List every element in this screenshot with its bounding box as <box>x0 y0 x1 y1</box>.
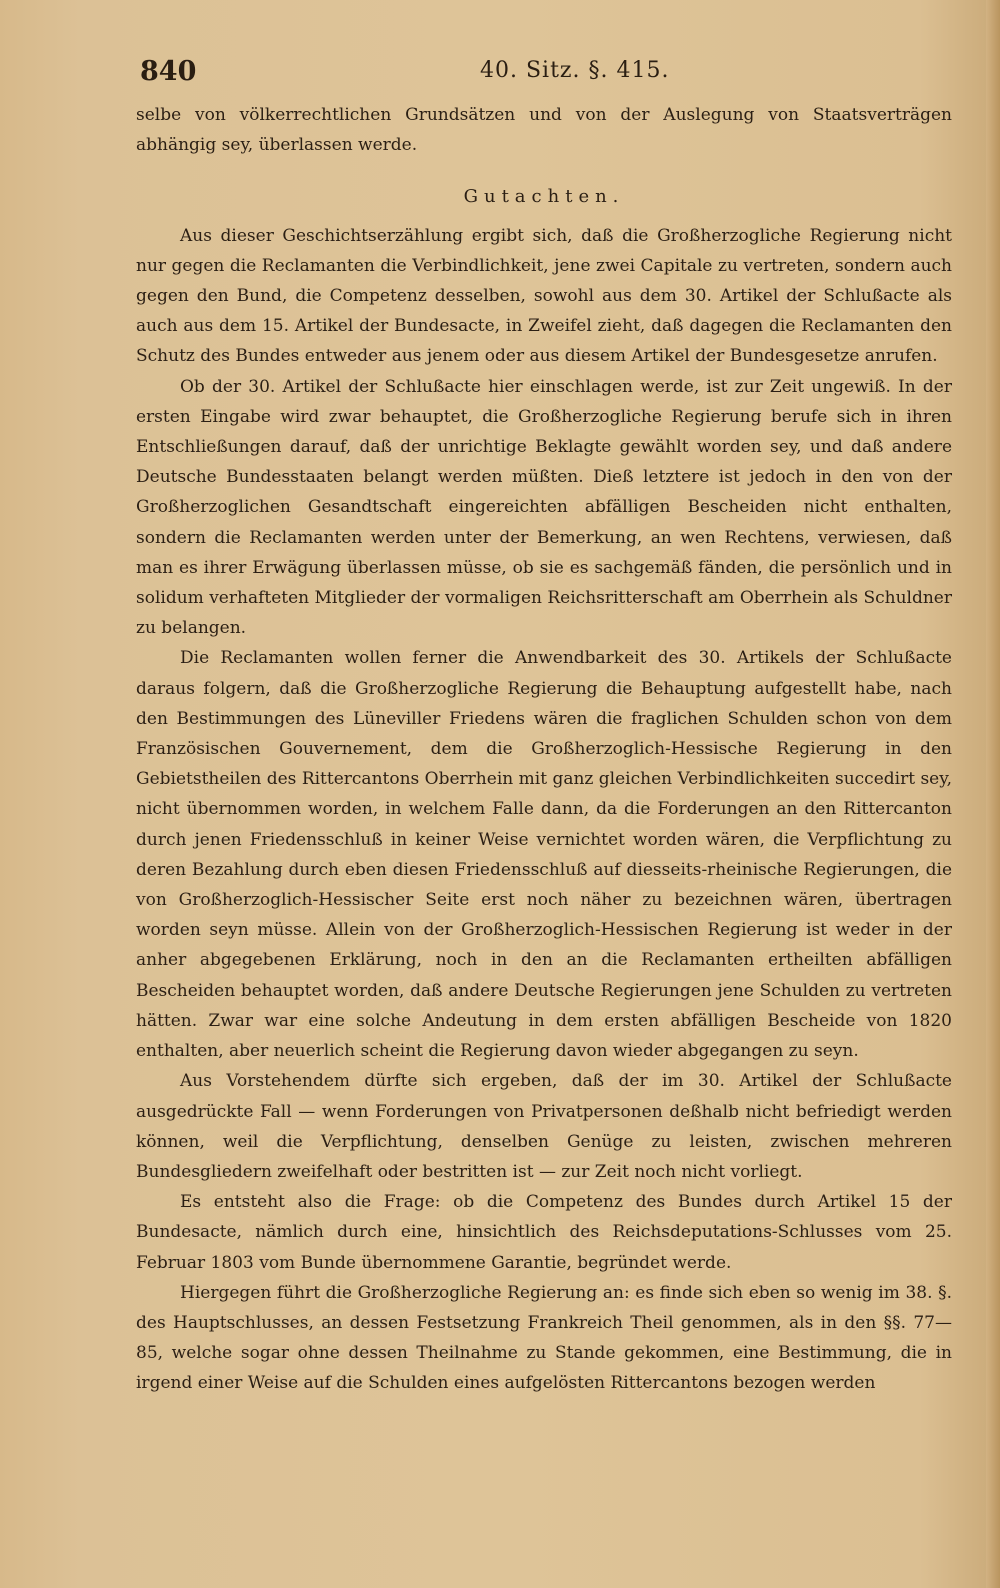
paragraph-5: Es entsteht also die Frage: ob die Competenz des Bundes durch Artikel 15 der Bundesacte, nämlich durch eine, hinsichtlich des Reichsdeputations-Schlusses vom 25. Februar 1803 vom Bunde übernommene Garantie, begründet werde. <box>136 1192 952 1273</box>
paragraph-3: Die Reclamanten wollen ferner die Anwendbarkeit des 30. Artikels der Schlußacte daraus folgern, daß die Großherzogliche Regierung die Behauptung aufgestellt habe, nach den Bestimmungen des Lüneviller Friedens wären die fraglichen Schulden schon von dem Französischen Gouvernement, dem die Großherzoglich-Hessische Regierung in den Gebietstheilen des Rittercantons Oberrhein mit ganz gleichen Verbindlichkeiten succedirt sey, nicht übernommen worden, in welchem Falle dann, da die Forderungen an den Rittercanton durch jenen Friedensschluß in keiner Weise vernichtet worden wären, die Verpflichtung zu deren Bezahlung durch eben diesen Friedensschluß auf diesseits-rheinische Regierungen, die von Großherzoglich-Hessischer Seite erst noch näher zu bezeichnen wären, übertragen worden seyn müsse. Allein von der Großherzoglich-Hessischen Regierung ist weder in der anher abgegebenen Erklärung, noch in den an die Reclamanten ertheilten abfälligen Bescheiden behauptet worden, daß andere Deutsche Regierungen jene Schulden zu vertreten hätten. Zwar war eine solche Andeutung in dem ersten abfälligen Bescheide von 1820 enthalten, aber neuerlich scheint die Regierung davon wieder abgegangen zu seyn. <box>136 648 952 1062</box>
continuation-paragraph: selbe von völkerrechtlichen Grundsätzen und von der Auslegung von Staatsverträgen abhängig sey, überlassen werde. <box>136 105 952 156</box>
page-number: 840 <box>140 56 197 87</box>
paragraph-4: Aus Vorstehendem dürfte sich ergeben, daß der im 30. Artikel der Schlußacte ausgedrückte Fall — wenn Forderungen von Privatpersonen deßhalb nicht befriedigt werden können, weil die Verpflichtung, denselben Genüge zu leisten, zwischen mehreren Bundesgliedern zweifelhaft oder bestritten ist — zur Zeit noch nicht vorliegt. <box>136 1071 952 1182</box>
section-heading: Gutachten. <box>463 186 625 208</box>
page-header <box>140 56 960 96</box>
body-text <box>136 100 952 1399</box>
paragraph-2: Ob der 30. Artikel der Schlußacte hier einschlagen werde, ist zur Zeit ungewiß. In der ersten Eingabe wird zwar behauptet, die Großherzogliche Regierung berufe sich in ihren Entschließungen darauf, daß der unrichtige Beklagte gewählt worden sey, und daß andere Deutsche Bundesstaaten belangt werden müßten. Dieß letztere ist jedoch in den von der Großherzoglichen Gesandtschaft eingereichten abfälligen Bescheiden nicht enthalten, sondern die Reclamanten werden unter der Bemerkung, an wen Rechtens, verwiesen, daß man es ihrer Erwägung überlassen müsse, ob sie es sachgemäß fänden, die persönlich und in solidum verhafteten Mitglieder der vormaligen Reichsritterschaft am Oberrhein als Schuldner zu belangen. <box>136 376 952 639</box>
running-head: 40. Sitz. §. 415. <box>480 58 670 83</box>
paragraph-1: Aus dieser Geschichtserzählung ergibt sich, daß die Großherzogliche Regierung nicht nur gegen die Reclamanten die Verbindlichkeit, jene zwei Capitale zu vertreten, sondern auch gegen den Bund, die Competenz desselben, sowohl aus dem 30. Artikel der Schlußacte als auch aus dem 15. Artikel der Bundesacte, in Zweifel zieht, daß dagegen die Reclamanten den Schutz des Bundes entweder aus jenem oder aus diesem Artikel der Bundesgesetze anrufen. <box>136 225 952 367</box>
page-edge <box>986 0 1000 1588</box>
paragraph-6: Hiergegen führt die Großherzogliche Regierung an: es finde sich eben so wenig im 38. §. des Hauptschlusses, an dessen Festsetzung Frankreich Theil genommen, als in den §§. 77—85, welche sogar ohne dessen Theilnahme zu Stande gekommen, eine Bestimmung, die in irgend einer Weise auf die Schulden eines aufgelösten Rittercantons bezogen werden <box>136 1282 952 1394</box>
